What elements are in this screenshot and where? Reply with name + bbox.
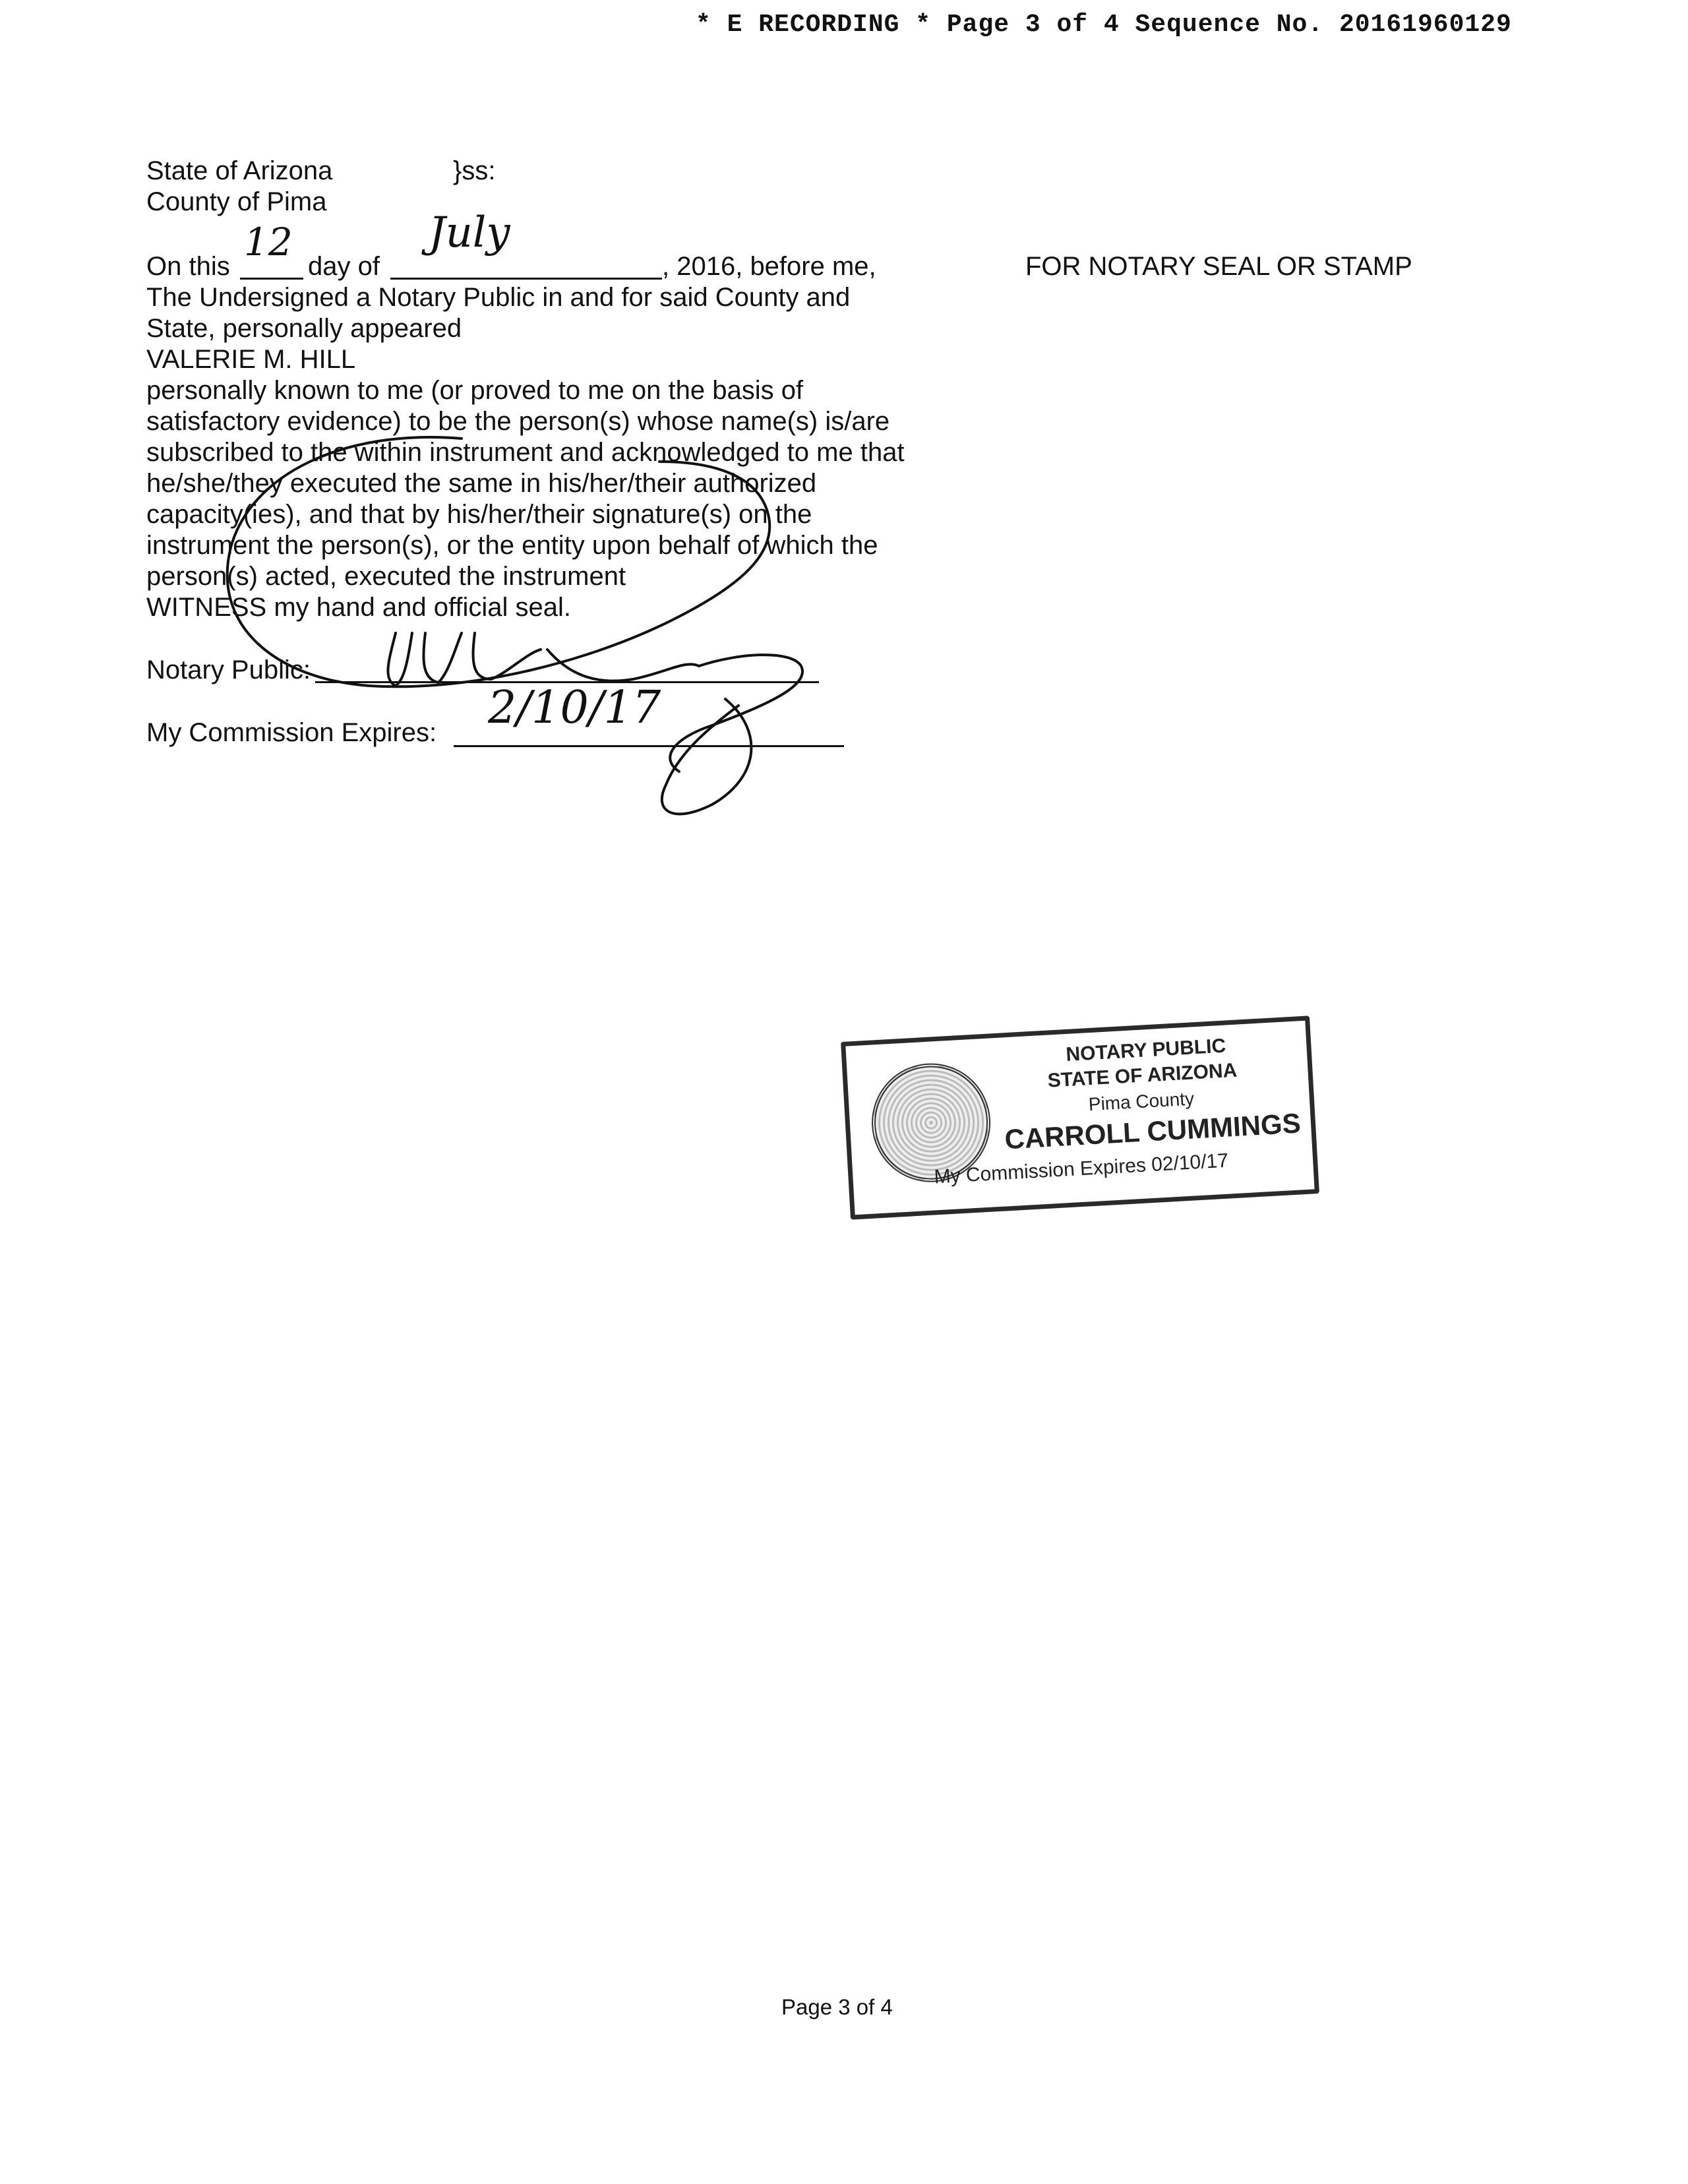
month-handwritten: July [429, 208, 510, 257]
commission-expires-handwritten: 2/10/17 [488, 682, 661, 734]
body-line-10: instrument the person(s), or the entity upon behalf of which the [146, 531, 878, 560]
body-line-11: person(s) acted, executed the instrument [146, 562, 626, 591]
ss-marker: }ss: [453, 156, 496, 185]
seal-area-label: FOR NOTARY SEAL OR STAMP [1025, 252, 1412, 281]
body-line-3: State, personally appeared [146, 314, 462, 343]
signer-name: VALERIE M. HILL [146, 345, 356, 374]
stamp-line-1: NOTARY PUBLIC [1065, 1035, 1226, 1066]
stamp-line-3: Pima County [1088, 1088, 1195, 1115]
body-line-2: The Undersigned a Notary Public in and for said County and [146, 283, 851, 312]
body-line-8: he/she/they executed the same in his/her/their authorized [146, 469, 817, 498]
year-before-me: , 2016, before me, [662, 252, 876, 281]
stamp-line-2: STATE OF ARIZONA [1046, 1059, 1238, 1092]
on-this-label: On this [146, 252, 230, 281]
notary-public-label: Notary Public: [146, 655, 311, 684]
county-line: County of Pima [146, 187, 327, 216]
page-footer: Page 3 of 4 [781, 1995, 893, 2019]
body-line-6: satisfactory evidence) to be the person(s) whose name(s) is/are [146, 407, 890, 436]
recording-header: * E RECORDING * Page 3 of 4 Sequence No. 20161960129 [696, 11, 1512, 39]
day-handwritten: 12 [244, 220, 293, 264]
stamp-line-5: My Commission Expires 02/10/17 [933, 1149, 1229, 1188]
notary-stamp [841, 1016, 1319, 1219]
witness-line: WITNESS my hand and official seal. [146, 593, 571, 622]
state-line: State of Arizona [146, 156, 333, 185]
body-line-5: personally known to me (or proved to me on the basis of [146, 376, 804, 405]
stamp-line-4: CARROLL CUMMINGS [1004, 1107, 1302, 1155]
body-line-7: subscribed to the within instrument and acknowledged to me that [146, 438, 905, 467]
commission-expires-label: My Commission Expires: [146, 718, 437, 747]
day-of-label: day of [308, 252, 380, 281]
body-line-9: capacity(ies), and that by his/her/their signature(s) on the [146, 500, 812, 529]
